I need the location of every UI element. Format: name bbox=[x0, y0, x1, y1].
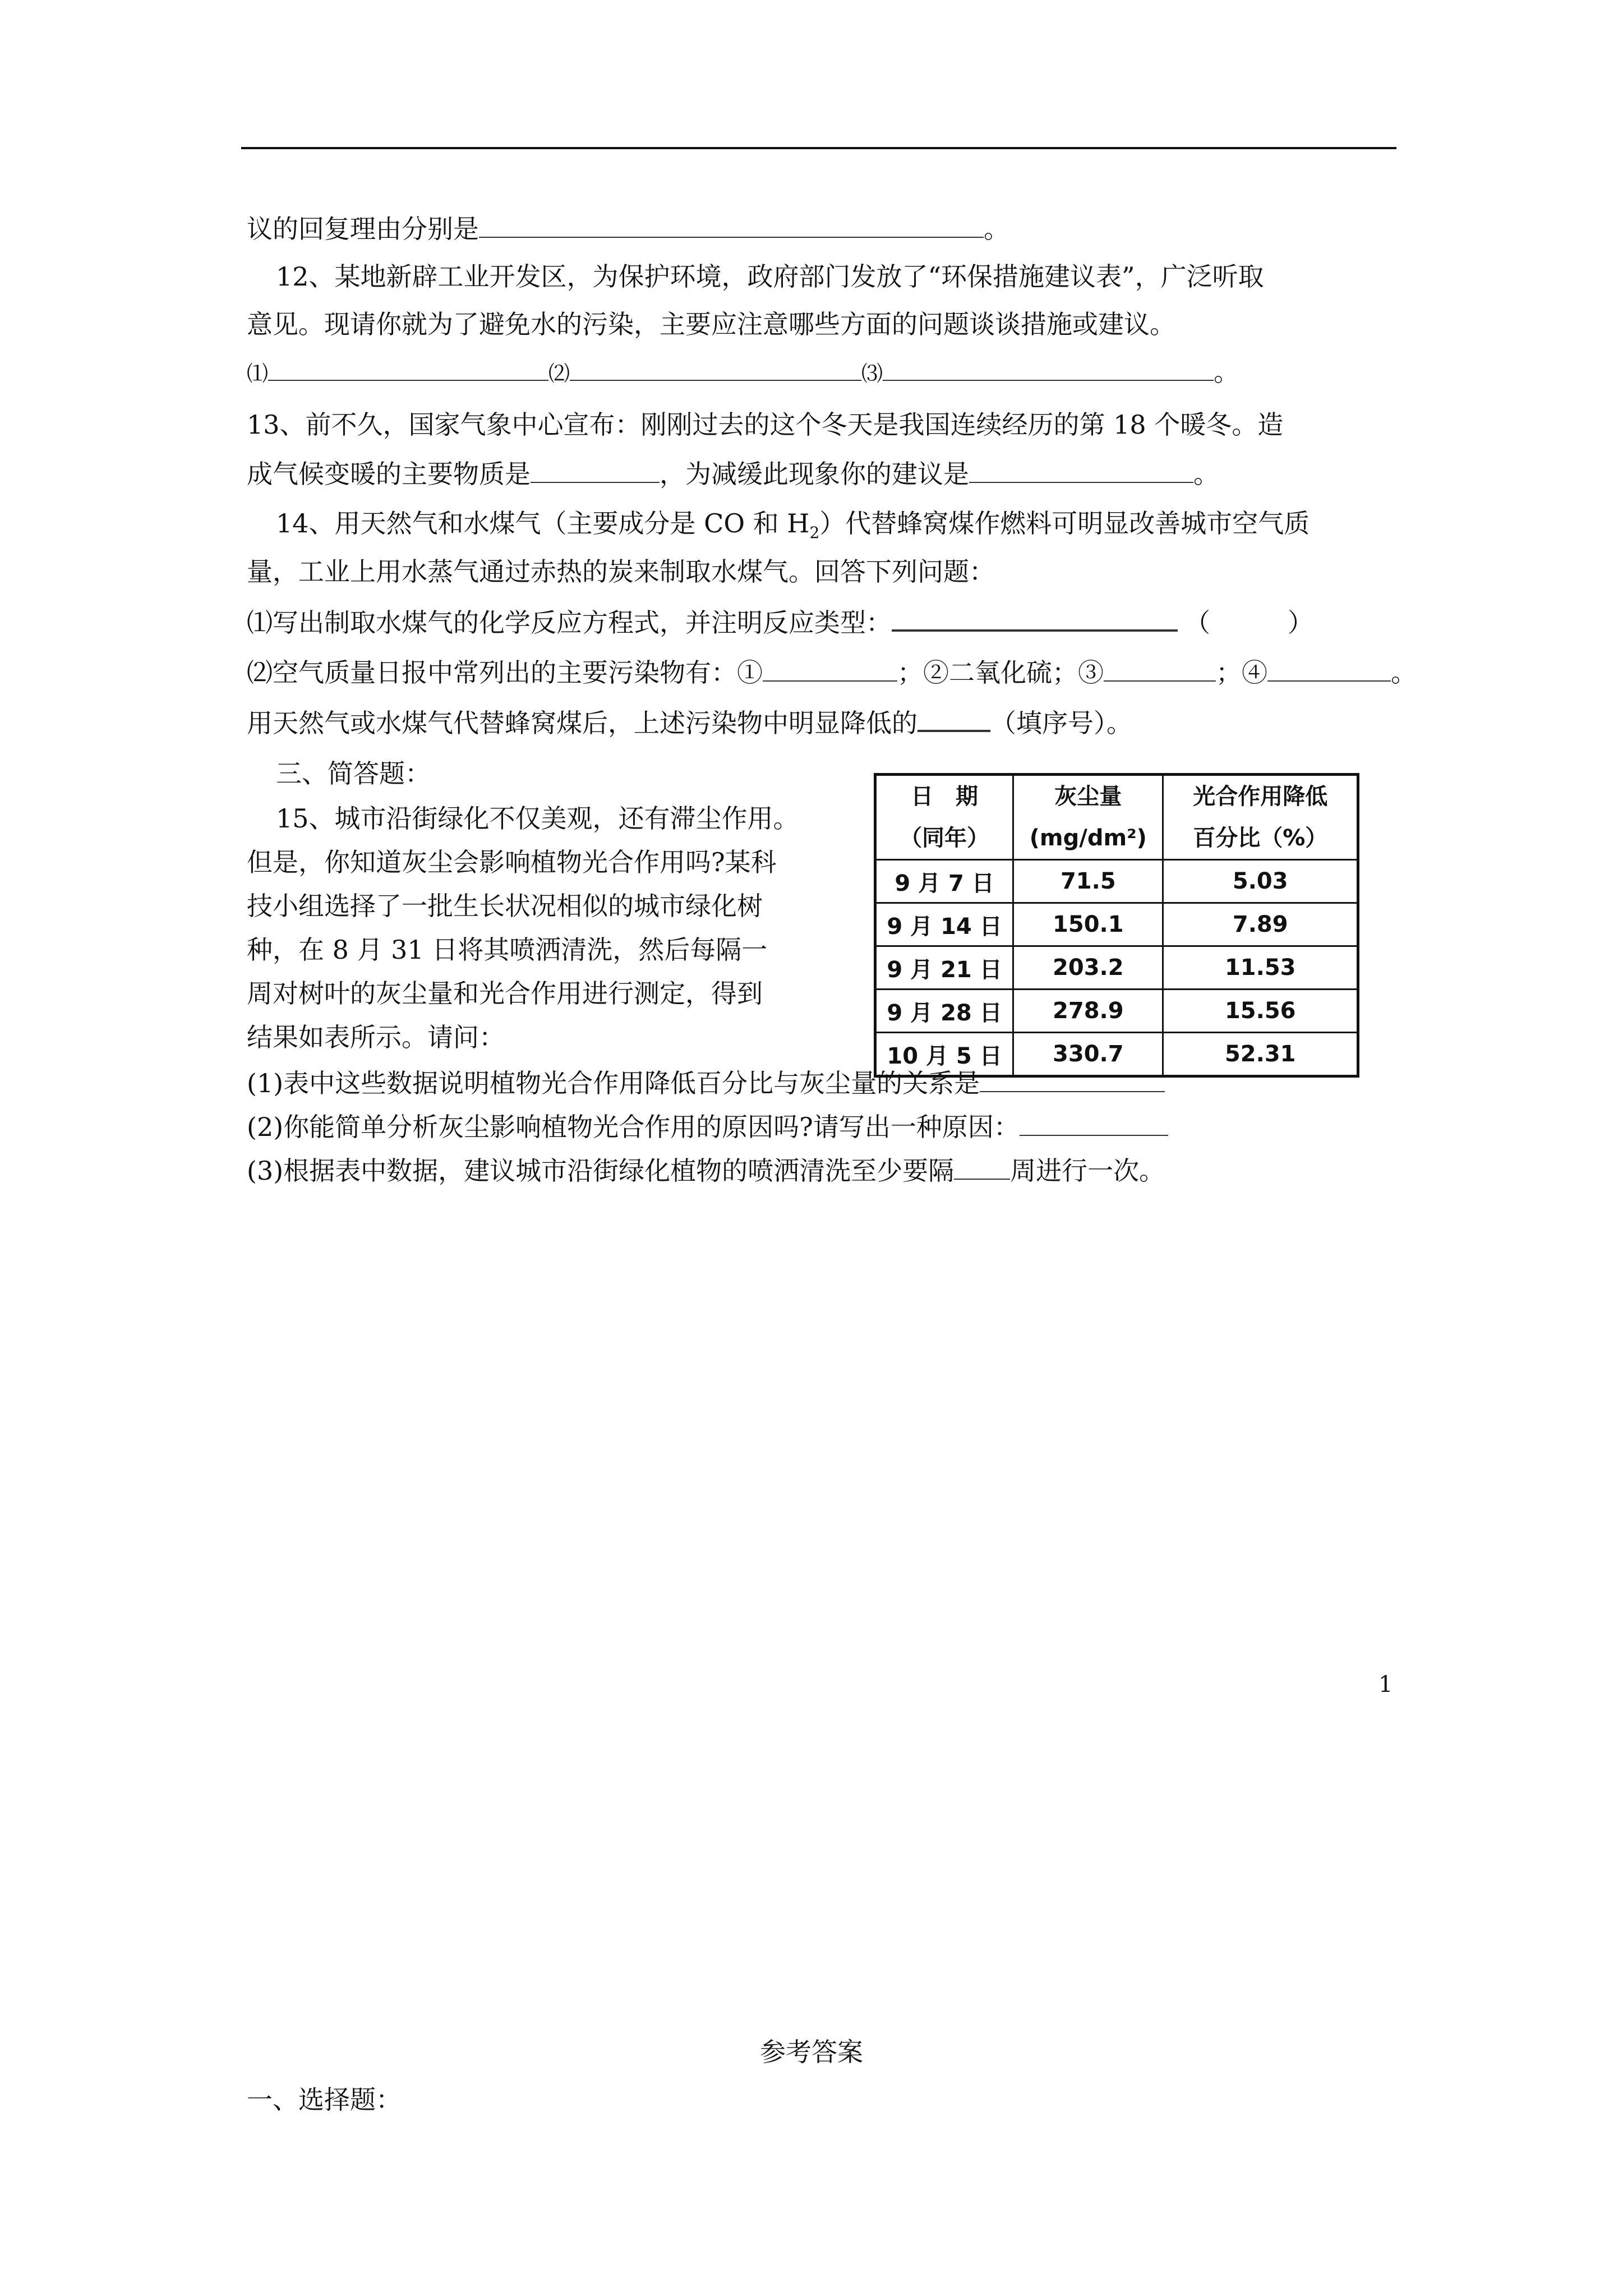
q15-sub1 bbox=[247, 1066, 1165, 1100]
q15-line: 种，在 8 月 31 日将其喷洒清洗，然后每隔一 bbox=[247, 935, 768, 965]
q12-blank3-label: ⑶ bbox=[861, 361, 883, 386]
q14-part1 bbox=[247, 606, 1313, 639]
q14-part2-text-c: ；④ bbox=[1216, 657, 1267, 688]
q14-line1-part-b: ）代替蜂窝煤作燃料可明显改善城市空气质 bbox=[819, 508, 1310, 539]
q14-part3-text-a: 用天然气或水煤气代替蜂窝煤后，上述污染物中明显降低的 bbox=[247, 708, 917, 738]
q15-line: 技小组选择了一批生长状况相似的城市绿化树 bbox=[247, 891, 763, 921]
header-rule bbox=[241, 147, 1396, 149]
q15-sub3-text-a: (3)根据表中数据，建议城市沿街绿化植物的喷洒清洗至少要隔 bbox=[247, 1156, 955, 1186]
q15-sub2-blank[interactable] bbox=[1020, 1112, 1168, 1136]
cell-reduction: 11.53 bbox=[1163, 946, 1358, 990]
section-3-heading: 三、简答题： bbox=[276, 758, 431, 789]
q13-blank1[interactable] bbox=[531, 459, 660, 483]
q12-blanks-line bbox=[247, 355, 1239, 390]
q14-pollutant3-blank[interactable] bbox=[1104, 658, 1216, 682]
q15-sub3-text-b: 周进行一次。 bbox=[1010, 1156, 1165, 1186]
cell-date: 9 月 21 日 bbox=[875, 946, 1013, 990]
q11-tail-line bbox=[247, 212, 1009, 246]
q14-pollutant4-blank[interactable] bbox=[1267, 658, 1391, 682]
q14-part2-text-d: 。 bbox=[1391, 657, 1417, 688]
cell-reduction: 7.89 bbox=[1163, 903, 1358, 946]
cell-date: 10 月 5 日 bbox=[875, 1033, 1013, 1076]
q15-sub1-text: (1)表中这些数据说明植物光合作用降低百分比与灰尘量的关系是 bbox=[247, 1068, 980, 1098]
q12-blank2-label: ⑵ bbox=[548, 361, 570, 386]
cell-dust: 150.1 bbox=[1013, 903, 1163, 946]
q14-part3-text-b: （填序号）。 bbox=[990, 708, 1132, 738]
q14-part3 bbox=[247, 706, 1132, 740]
q12-blank1-label: ⑴ bbox=[247, 361, 269, 386]
q14-part1-text: ⑴写出制取水煤气的化学反应方程式，并注明反应类型： bbox=[247, 608, 892, 638]
q15-line: 周对树叶的灰尘量和光合作用进行测定，得到 bbox=[247, 978, 763, 1009]
header-date: 日 期 （同年） bbox=[875, 775, 1013, 860]
q15-sub3-blank[interactable] bbox=[954, 1156, 1010, 1180]
table-row bbox=[875, 860, 1358, 903]
table-row bbox=[875, 946, 1358, 990]
q14-part2-text-a: ⑵空气质量日报中常列出的主要污染物有：① bbox=[247, 657, 763, 688]
cell-reduction: 15.56 bbox=[1163, 990, 1358, 1033]
table-row bbox=[875, 990, 1358, 1033]
q15-sub3 bbox=[247, 1154, 1165, 1188]
cell-dust: 278.9 bbox=[1013, 990, 1163, 1033]
q13-line1: 13、前不久，国家气象中心宣布：刚刚过去的这个冬天是我国连续经历的第 18 个暖冬。造 bbox=[247, 409, 1284, 440]
q13-line2-part-b: ，为减缓此现象你的建议是 bbox=[660, 459, 969, 489]
q14-pollutant1-blank[interactable] bbox=[763, 658, 897, 682]
dust-photosynthesis-table bbox=[874, 773, 1359, 1078]
q14-reaction-type-paren[interactable]: （ ） bbox=[1184, 608, 1313, 638]
q15-sub1-blank[interactable] bbox=[980, 1069, 1165, 1092]
cell-dust: 330.7 bbox=[1013, 1033, 1163, 1076]
q12-blank1[interactable] bbox=[268, 357, 548, 381]
answers-title: 参考答案 bbox=[760, 2037, 863, 2067]
q12-blank3[interactable] bbox=[883, 357, 1214, 381]
cell-dust: 71.5 bbox=[1013, 860, 1163, 903]
q14-part2 bbox=[247, 656, 1417, 689]
q14-equation-blank[interactable] bbox=[892, 607, 1178, 632]
q13-blank2[interactable] bbox=[969, 459, 1193, 483]
cell-date: 9 月 28 日 bbox=[875, 990, 1013, 1033]
q13-line2 bbox=[247, 457, 1219, 491]
q14-part2-text-b: ；②二氧化硫；③ bbox=[897, 657, 1104, 688]
page-number: 1 bbox=[1378, 1672, 1393, 1697]
table-header-row bbox=[875, 775, 1358, 860]
q15-line: 15、城市沿街绿化不仅美观，还有滞尘作用。 bbox=[276, 803, 799, 834]
answers-section-1: 一、选择题： bbox=[247, 2085, 402, 2115]
q11-tail-end: 。 bbox=[984, 214, 1009, 244]
q12-end: 。 bbox=[1214, 357, 1240, 387]
header-dust: 灰尘量 (mg/dm²) bbox=[1013, 775, 1163, 860]
cell-reduction: 5.03 bbox=[1163, 860, 1358, 903]
q14-line1 bbox=[276, 507, 1310, 550]
cell-date: 9 月 7 日 bbox=[875, 860, 1013, 903]
cell-date: 9 月 14 日 bbox=[875, 903, 1013, 946]
q14-line2: 量，工业上用水蒸气通过赤热的炭来制取水煤气。回答下列问题： bbox=[247, 556, 995, 587]
q14-reduced-blank[interactable] bbox=[917, 707, 990, 732]
q15-sub2-text: (2)你能简单分析灰尘影响植物光合作用的原因吗?请写出一种原因： bbox=[247, 1112, 1020, 1142]
table-row bbox=[875, 903, 1358, 946]
q15-line: 但是，你知道灰尘会影响植物光合作用吗?某科 bbox=[247, 847, 777, 877]
q12-blank2[interactable] bbox=[570, 357, 861, 381]
q11-answer-blank[interactable] bbox=[479, 214, 984, 238]
q15-sub2 bbox=[247, 1110, 1168, 1144]
cell-reduction: 52.31 bbox=[1163, 1033, 1358, 1076]
header-reduction: 光合作用降低 百分比（%） bbox=[1163, 775, 1358, 860]
q12-line2: 意见。现请你就为了避免水的污染，主要应注意哪些方面的问题谈谈措施或建议。 bbox=[247, 309, 1175, 339]
q13-line2-part-c: 。 bbox=[1193, 459, 1219, 489]
q15-line: 结果如表所示。请问： bbox=[247, 1022, 505, 1052]
cell-dust: 203.2 bbox=[1013, 946, 1163, 990]
q12-line1: 12、某地新辟工业开发区，为保护环境，政府部门发放了“环保措施建议表”，广泛听取 bbox=[276, 261, 1264, 292]
q11-tail-text: 议的回复理由分别是 bbox=[247, 214, 479, 244]
q13-line2-part-a: 成气候变暖的主要物质是 bbox=[247, 459, 531, 489]
q14-line1-part-a: 14、用天然气和水煤气（主要成分是 CO 和 H bbox=[276, 508, 810, 539]
q14-subscript: 2 bbox=[809, 523, 820, 542]
